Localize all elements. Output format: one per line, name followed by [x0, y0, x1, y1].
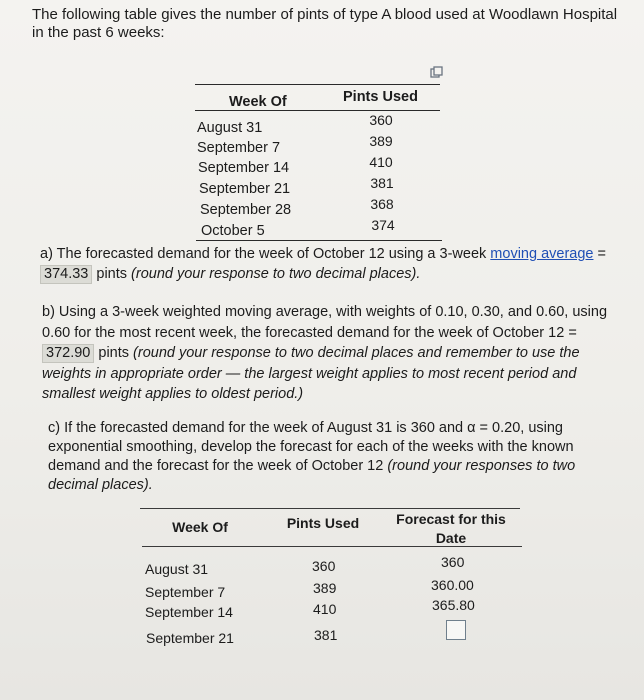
problem-intro: The following table gives the number of pints of type A blood used at Woodlawn Hospital in the past 6 weeks:: [32, 6, 618, 41]
table-row-week: September 7: [197, 140, 281, 156]
forecast-answer-input[interactable]: 365.80: [432, 597, 475, 613]
header-rule: [195, 110, 440, 111]
forecast-value: 360: [441, 554, 465, 570]
table-top-rule: [195, 84, 440, 85]
forecast-answer-input[interactable]: [446, 620, 466, 640]
table-row-week: October 5: [201, 223, 265, 239]
table-row-pints: 410: [369, 154, 393, 170]
table-row-pints: 360: [312, 558, 336, 574]
table-row-week: September 21: [146, 630, 234, 646]
column-header-pints: Pints Used: [286, 515, 360, 531]
part-a-answer-input[interactable]: 374.33: [40, 265, 92, 284]
forecast-header-rule: [142, 546, 522, 547]
table-row-week: September 14: [198, 160, 290, 176]
column-header-week: Week Of: [172, 519, 228, 535]
column-header-week: Week Of: [229, 94, 287, 110]
table-bottom-rule: [196, 240, 442, 241]
column-header-forecast: Forecast for this Date: [396, 511, 506, 546]
part-b-text: b) Using a 3-week weighted moving average, with weights of 0.10, 0.30, and 0.60, using 0.60 for the most recent week, the forecasted demand for the week of October 12 =: [42, 304, 608, 341]
part-a-rounding-note: (round your response to two decimal places).: [131, 266, 421, 282]
part-c-question: [48, 419, 578, 495]
table-row-week: September 21: [199, 181, 291, 197]
part-b-question: [42, 302, 612, 405]
table-row-pints: 410: [313, 601, 337, 617]
table-row-week: September 7: [145, 584, 226, 600]
table-row-pints: 374: [371, 217, 395, 233]
part-c-rounding-note: (round your responses to two decimal places).: [48, 458, 576, 493]
forecast-answer-input[interactable]: 360.00: [431, 577, 474, 593]
table-row-pints: 389: [313, 580, 337, 596]
part-a-text-equals: =: [593, 246, 606, 262]
table-row-week: August 31: [197, 120, 263, 136]
part-b-rounding-note: (round your response to two decimal places and remember to use the weights in appropriate order — the largest weight applies to most recent period and smallest weight applies to oldest period.): [42, 345, 580, 402]
part-b-answer-input[interactable]: 372.90: [42, 344, 94, 363]
table-row-pints: 389: [369, 133, 393, 149]
copy-icon[interactable]: [430, 66, 443, 79]
moving-average-link[interactable]: moving average: [490, 246, 594, 262]
table-row-week: September 28: [200, 202, 292, 218]
forecast-table-top-rule: [140, 508, 520, 509]
column-header-pints: Pints Used: [343, 89, 418, 105]
table-row-week: August 31: [145, 561, 209, 577]
table-row-pints: 381: [314, 627, 338, 643]
table-row-pints: 360: [369, 112, 393, 128]
part-b-units: pints: [94, 345, 134, 361]
table-row-pints: 368: [370, 196, 394, 212]
part-a-units: pints: [92, 266, 132, 282]
part-c-text: c) If the forecasted demand for the week of August 31 is 360 and α = 0.20, using exponential smoothing, develop the forecast for each of the weeks with the known demand and the forecast for the week of October 12: [48, 420, 574, 474]
table-row-week: September 14: [145, 604, 233, 620]
table-row-pints: 381: [370, 175, 394, 191]
part-a-question: [40, 244, 615, 284]
part-a-text: a) The forecasted demand for the week of October 12 using a 3-week: [40, 246, 491, 262]
